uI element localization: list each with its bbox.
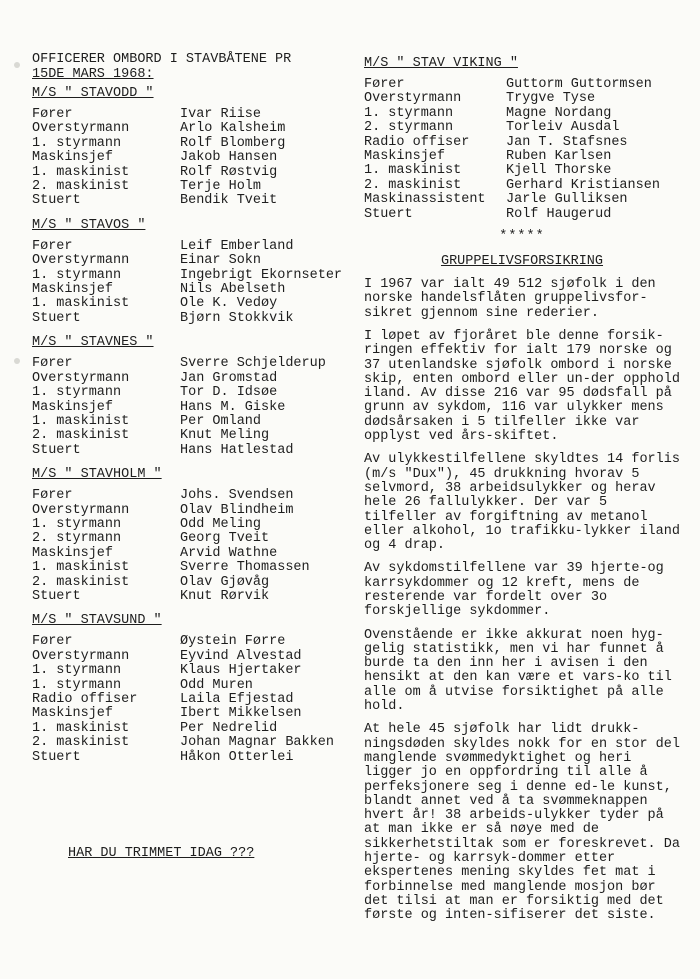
crew-role: 1. maskinist xyxy=(364,163,462,179)
crew-row xyxy=(364,193,680,207)
crew-role: Maskinsjef xyxy=(32,706,114,722)
crew-row xyxy=(364,78,680,92)
crew-role: 1. styrmann xyxy=(32,135,122,151)
crew-role: Overstyrmann xyxy=(32,648,130,664)
crew-name: Hans Hatlestad xyxy=(180,442,294,458)
crew-role: Maskinassistent xyxy=(364,192,486,208)
crew-name: Arlo Kalsheim xyxy=(180,121,286,137)
crew-role: 1. maskinist xyxy=(32,560,130,576)
crew-row xyxy=(32,180,357,194)
crew-name: Einar Sokn xyxy=(180,253,262,269)
crew-name: Johs. Svendsen xyxy=(180,488,294,504)
crew-row xyxy=(32,137,357,151)
crew-name: Ivar Riise xyxy=(180,107,262,122)
ship-heading: M/S " STAVHOLM " xyxy=(32,467,162,483)
right-column xyxy=(364,52,680,933)
ship-heading: M/S " STAVNES " xyxy=(32,335,154,351)
crew-name: Rolf Blomberg xyxy=(180,135,286,151)
crew-name: Per Nedrelid xyxy=(180,720,278,736)
crew-role: Radio offiser xyxy=(364,134,470,150)
crew-name: Olav Gjøvåg xyxy=(180,574,270,590)
crew-row xyxy=(32,444,357,458)
crew-name: Arvid Wathne xyxy=(180,545,278,561)
crew-row xyxy=(32,590,357,604)
article-paragraph: At hele 45 sjøfolk har lidt drukk-ningsdøden skyldes nokk for en stor del manglende svømmedyktighet og heri ligger jo en oppfordring til alle å perfeksjonere seg i denne ed-le kunst, blandt annet ved å ta svømmeknappen hvert år! 38 arbeids-ulykker tyder på at man ikke er så nøye med de sikkerhetstiltak som er foreskrevet. Da hjerte- og karrsyk-dommer etter ekspertenes mening skyldes fet mat i forbinnelse med manglende mosjon bør det tilsi at man er forsiktig med det første og inten-sifiserer det siste. xyxy=(364,722,680,924)
crew-name: Terje Holm xyxy=(180,179,262,195)
crew-row xyxy=(32,122,357,136)
crew-role: Stuert xyxy=(32,442,81,458)
crew-name: Hans M. Giske xyxy=(180,399,286,415)
crew-name: Klaus Hjertaker xyxy=(180,663,302,679)
crew-role: Overstyrmann xyxy=(32,121,130,137)
crew-name: Olav Blindheim xyxy=(180,502,294,518)
ship-heading: M/S " STAV VIKING " xyxy=(364,56,518,71)
crew-row xyxy=(32,108,357,122)
crew-role: Radio offiser xyxy=(32,692,138,707)
ship-heading: M/S " STAVSUND " xyxy=(32,613,162,629)
crew-row xyxy=(32,547,357,561)
crew-name: Laila Efjestad xyxy=(180,692,294,707)
crew-name: Jakob Hansen xyxy=(180,150,278,166)
crew-role: 1. styrmann xyxy=(32,516,122,532)
crew-role: 1. styrmann xyxy=(32,677,122,693)
crew-name: Jan T. Stafsnes xyxy=(506,134,628,150)
crew-row xyxy=(32,429,357,443)
separator: ***** xyxy=(499,229,545,245)
crew-name: Kjell Thorske xyxy=(506,163,612,179)
crew-name: Håkon Otterlei xyxy=(180,749,294,765)
crew-name: Nils Abelseth xyxy=(180,282,286,298)
crew-row xyxy=(32,283,357,297)
crew-name: Gerhard Kristiansen xyxy=(506,177,660,193)
crew-row xyxy=(32,312,357,326)
crew-name: Odd Meling xyxy=(180,516,262,532)
crew-name: Bjørn Stokkvik xyxy=(180,310,294,326)
crew-name: Georg Tveit xyxy=(180,531,270,547)
crew-name: Ibert Mikkelsen xyxy=(180,706,302,722)
crew-row xyxy=(32,635,357,649)
article-paragraph: Av sykdomstilfellene var 39 hjerte-og karrsykdommer og 12 kreft, mens de resterende var fordelt over 3o forskjellige sykdommer. xyxy=(364,561,664,620)
article-paragraph: I løpet av fjoråret ble denne forsik-ringen effektiv for ialt 179 norske og 37 utenlandske sjøfolk ombord i norske skip, enten ombord eller un-der opphold iland. Av disse 216 var 95 dødsfall på grunn av sykdom, 116 var ulykker mens dødsårsaken i 5 tilfeller ikke var opplyst ved års-skiftet. xyxy=(364,328,680,445)
crew-role: Maskinsjef xyxy=(32,545,114,561)
crew-name: Ruben Karlsen xyxy=(506,149,612,165)
crew-list xyxy=(32,489,357,604)
crew-role: 2. styrmann xyxy=(32,531,122,547)
crew-list xyxy=(32,240,357,326)
crew-row xyxy=(364,121,680,135)
article-paragraph: Av ulykkestilfellene skyldtes 14 forlis (m/s "Dux"), 45 drukkning hvorav 5 selvmord, 38 arbeidsulykker og herav hele 26 fallulykker. Der var 5 tilfeller av forgiftning av metanol eller alkohol, 1o trafikku-lykker iland og 4 drap. xyxy=(364,452,680,554)
crew-role: 2. maskinist xyxy=(364,177,462,193)
crew-row xyxy=(364,179,680,193)
crew-name: Ingebrigt Ekornseter xyxy=(180,267,343,283)
crew-role: 2. maskinist xyxy=(32,428,130,444)
crew-row xyxy=(32,357,357,371)
trim-slogan: HAR DU TRIMMET IDAG ??? xyxy=(68,846,255,861)
crew-role: Fører xyxy=(364,77,405,92)
crew-name: Sverre Schjelderup xyxy=(180,356,326,372)
article-body xyxy=(364,278,680,923)
crew-name: Knut Meling xyxy=(180,428,270,444)
crew-role: Maskinsjef xyxy=(32,150,114,166)
crew-row xyxy=(32,297,357,311)
article-paragraph: Ovenstående er ikke akkurat noen hyg-gelig statistikk, men vi har funnet å burde ta den inn her i avisen i den hensikt at den kan være et vars-ko til alle om å utvise forsiktighet på alle hold. xyxy=(364,627,672,715)
crew-row xyxy=(364,92,680,106)
crew-role: Maskinsjef xyxy=(364,149,446,165)
crew-role: Fører xyxy=(32,356,73,372)
article-paragraph: I 1967 var ialt 49 512 sjøfolk i den norske handelsflåten gruppelivsfor-sikret gjennom sine rederier. xyxy=(364,277,656,321)
crew-name: Trygve Tyse xyxy=(506,91,596,107)
crew-row xyxy=(32,415,357,429)
crew-role: 1. maskinist xyxy=(32,164,130,180)
crew-row xyxy=(32,576,357,590)
crew-row xyxy=(32,693,357,707)
crew-name: Tor D. Idsøe xyxy=(180,385,278,401)
crew-list xyxy=(32,635,357,765)
crew-role: Overstyrmann xyxy=(32,370,130,386)
crew-role: Stuert xyxy=(364,206,413,222)
crew-role: Fører xyxy=(32,107,73,122)
punch-hole xyxy=(14,62,20,68)
crew-role: 1. styrmann xyxy=(32,663,122,679)
crew-role: Fører xyxy=(32,634,73,650)
article-title: GRUPPELIVSFORSIKRING xyxy=(440,254,604,270)
crew-name: Bendik Tveit xyxy=(180,193,278,209)
crew-role: 1. maskinist xyxy=(32,720,130,736)
crew-name: Per Omland xyxy=(180,413,262,429)
crew-name: Sverre Thomassen xyxy=(180,560,310,576)
crew-role: 2. maskinist xyxy=(32,179,130,195)
crew-row xyxy=(32,561,357,575)
crew-row xyxy=(32,254,357,268)
ship-list xyxy=(32,86,357,765)
crew-role: 1. styrmann xyxy=(32,267,122,283)
ship-heading: M/S " STAVOS " xyxy=(32,217,146,233)
crew-row xyxy=(32,401,357,415)
crew-row xyxy=(32,736,357,750)
crew-row xyxy=(32,151,357,165)
crew-row xyxy=(32,751,357,765)
crew-row xyxy=(32,372,357,386)
crew-row xyxy=(32,489,357,503)
crew-role: 1. maskinist xyxy=(32,296,130,312)
crew-row xyxy=(32,532,357,546)
crew-name: Johan Magnar Bakken xyxy=(180,735,334,751)
crew-row xyxy=(364,208,680,222)
crew-role: 2. maskinist xyxy=(32,574,130,590)
crew-row xyxy=(32,194,357,208)
crew-role: Overstyrmann xyxy=(32,253,130,269)
crew-name: Ole K. Vedøy xyxy=(180,296,278,312)
crew-role: Fører xyxy=(32,238,73,254)
crew-row xyxy=(32,269,357,283)
crew-row xyxy=(32,650,357,664)
crew-row xyxy=(32,679,357,693)
crew-list xyxy=(364,78,680,222)
crew-row xyxy=(364,107,680,121)
crew-role: 1. styrmann xyxy=(364,105,454,121)
crew-role: Fører xyxy=(32,488,73,504)
punch-hole xyxy=(14,358,20,364)
crew-row xyxy=(364,150,680,164)
crew-list xyxy=(32,108,357,209)
crew-row xyxy=(32,240,357,254)
crew-role: 1. maskinist xyxy=(32,413,130,429)
crew-name: Eyvind Alvestad xyxy=(180,648,302,664)
crew-name: Jarle Gulliksen xyxy=(506,192,628,208)
page-title-line-1: OFFICERER OMBORD I STAVBÅTENE PR xyxy=(32,52,292,67)
crew-name: Odd Muren xyxy=(180,677,253,693)
crew-row xyxy=(364,164,680,178)
crew-role: 1. styrmann xyxy=(32,385,122,401)
crew-row xyxy=(364,136,680,150)
crew-name: Knut Rørvik xyxy=(180,588,270,604)
crew-list xyxy=(32,357,357,458)
crew-role: Overstyrmann xyxy=(364,91,462,107)
crew-name: Øystein Førre xyxy=(180,634,286,650)
crew-name: Torleiv Ausdal xyxy=(506,120,620,136)
left-column xyxy=(32,52,357,765)
crew-name: Jan Gromstad xyxy=(180,370,278,386)
crew-name: Leif Emberland xyxy=(180,238,294,254)
crew-role: Stuert xyxy=(32,588,81,604)
crew-row xyxy=(32,707,357,721)
crew-role: Maskinsjef xyxy=(32,282,114,298)
crew-row xyxy=(32,386,357,400)
crew-role: Maskinsjef xyxy=(32,399,114,415)
crew-role: 2. styrmann xyxy=(364,120,454,136)
crew-row xyxy=(32,664,357,678)
crew-role: Stuert xyxy=(32,310,81,326)
crew-role: Stuert xyxy=(32,749,81,765)
crew-name: Rolf Haugerud xyxy=(506,206,612,222)
crew-role: Overstyrmann xyxy=(32,502,130,518)
page-title-line-2: 15DE MARS 1968: xyxy=(32,67,154,82)
crew-name: Magne Nordang xyxy=(506,105,612,121)
crew-row xyxy=(32,722,357,736)
crew-role: Stuert xyxy=(32,193,81,209)
crew-name: Rolf Røstvig xyxy=(180,164,278,180)
crew-row xyxy=(32,504,357,518)
crew-row xyxy=(32,166,357,180)
crew-name: Guttorm Guttormsen xyxy=(506,77,652,92)
crew-role: 2. maskinist xyxy=(32,735,130,751)
ship-heading: M/S " STAVODD " xyxy=(32,86,154,101)
crew-row xyxy=(32,518,357,532)
